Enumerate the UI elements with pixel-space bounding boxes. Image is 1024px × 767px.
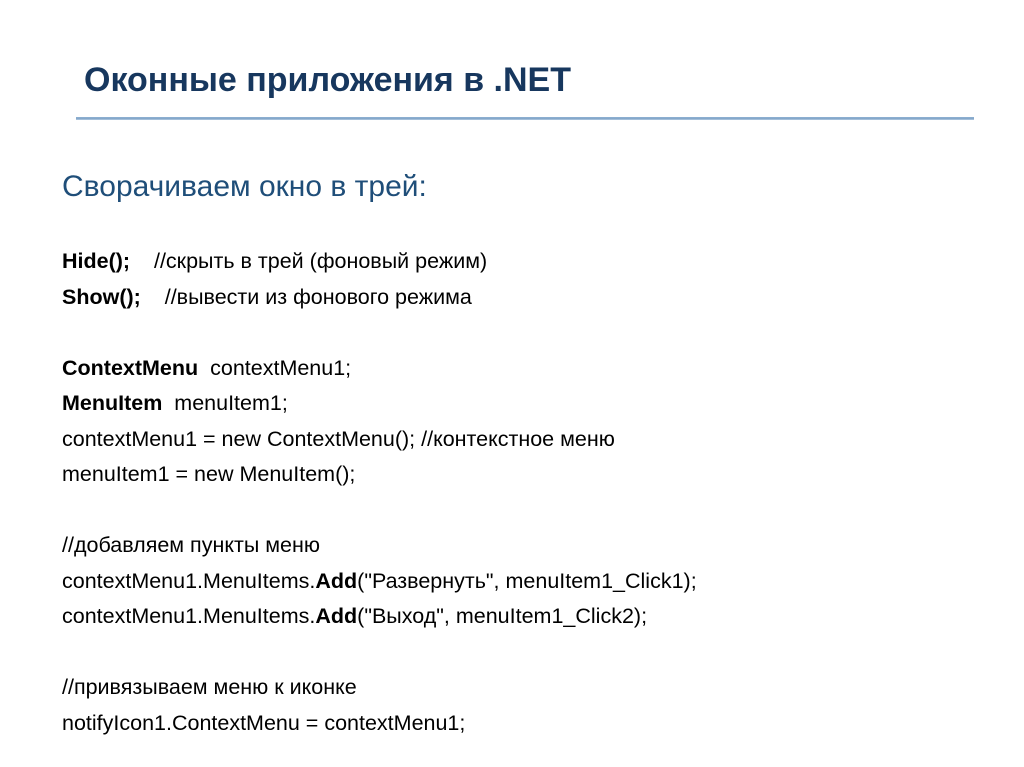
contextmenu-spacer [198, 356, 210, 380]
add-2-method: Add [315, 604, 358, 628]
add-2-args: ("Выход", menuItem1_Click2); [357, 604, 648, 628]
contextmenu-type: ContextMenu [62, 355, 199, 380]
menuitem-spacer [162, 391, 174, 415]
title-divider [76, 117, 974, 120]
menuitem-var: menuItem1; [174, 391, 288, 415]
code-line-menuitem-decl [62, 386, 697, 422]
slide-subtitle: Сворачиваем окно в трей: [62, 170, 427, 203]
code-line-contextmenu-decl [62, 351, 697, 387]
code-line-menuitem-new: menuItem1 = new MenuItem(); [62, 462, 356, 486]
hide-comment: //скрыть в трей (фоновый режим) [153, 249, 488, 273]
code-line-add-comment: //добавляем пункты меню [62, 533, 320, 557]
code-blank-line [62, 635, 697, 671]
code-line-show [62, 280, 697, 316]
add-1-method: Add [315, 568, 358, 593]
contextmenu-var: contextMenu1; [210, 355, 352, 380]
hide-spacer [130, 249, 154, 273]
add-2-prefix: contextMenu1.MenuItems. [62, 604, 316, 628]
code-line-hide [62, 244, 697, 280]
code-listing [62, 244, 697, 741]
hide-call: Hide(); [62, 249, 131, 273]
show-call: Show(); [62, 284, 141, 309]
add-1-args: ("Развернуть", menuItem1_Click1); [357, 568, 697, 593]
code-line-bind-comment: //привязываем меню к иконке [62, 675, 357, 699]
menuitem-type: MenuItem [62, 391, 163, 415]
slide-title: Оконные приложения в .NET [84, 61, 572, 99]
show-spacer [141, 285, 165, 309]
code-line-contextmenu-new: contextMenu1 = new ContextMenu(); //контекстное меню [62, 426, 615, 451]
show-comment: //вывести из фонового режима [164, 284, 472, 309]
code-blank-line [62, 315, 697, 351]
add-1-prefix: contextMenu1.MenuItems. [62, 568, 316, 593]
code-blank-line [62, 493, 697, 529]
code-line-bind: notifyIcon1.ContextMenu = contextMenu1; [62, 710, 466, 735]
code-line-add-2 [62, 599, 697, 635]
code-line-add-1 [62, 564, 697, 600]
